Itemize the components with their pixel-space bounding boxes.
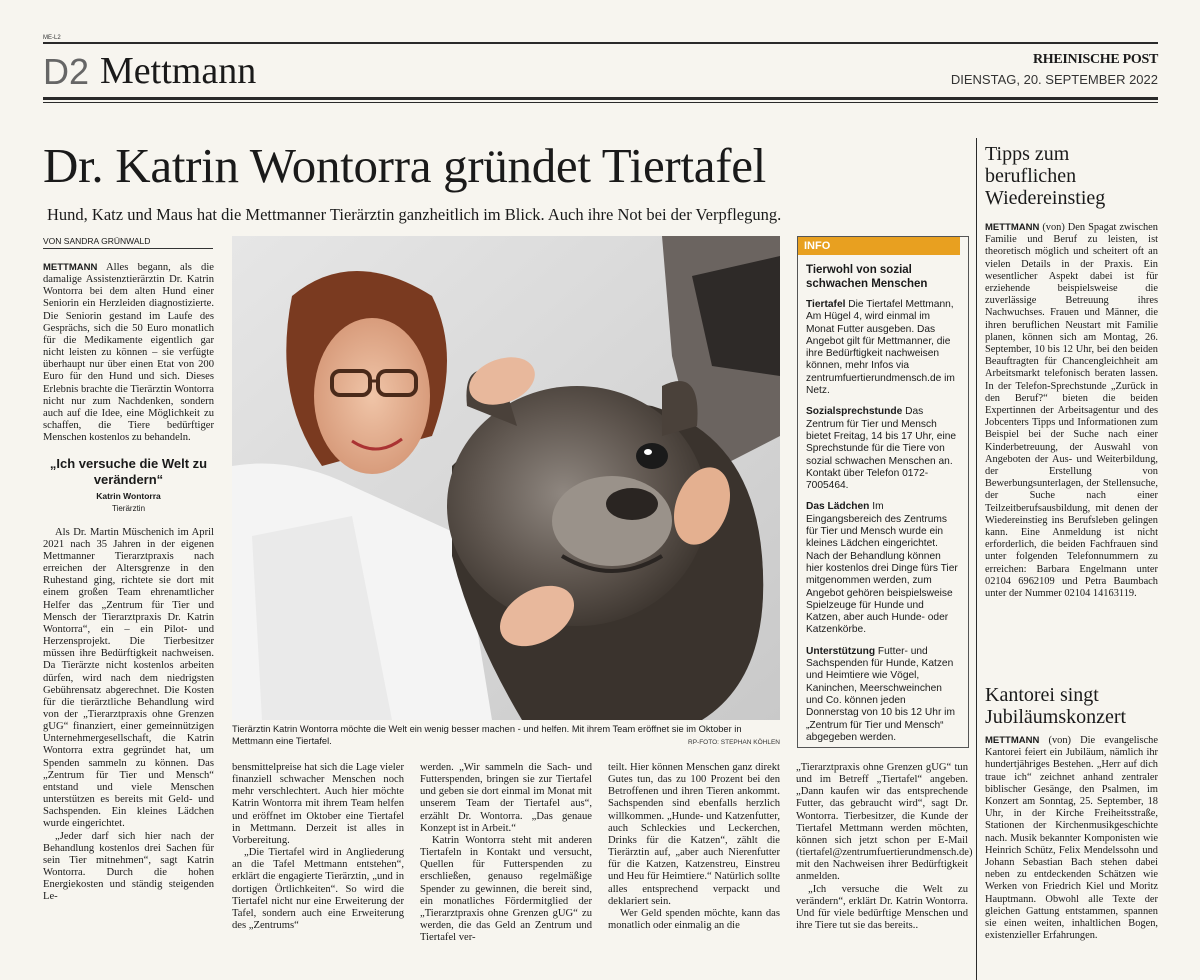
sidebar-story1-body: METTMANN (von) Den Spagat zwischen Familie und Beruf zu leisten, ist theoretisch möglich und scheitert oft an vielen Details in der Praxis. Ein wesentlicher Aspekt dabei ist für erziehende beispielsweise die zuverlässige Betreuung ihres Nachwuchses. Frauen und Männer, die ihren beruflichen Neustart mit Familie planen, können sich am Montag, 26. September, 10 bis 12 Uhr, bei den beiden Beauftragten für Chancengleichheit am Arbeitsmarkt telefonisch beraten lassen. In der Telefon-Sprechstunde „Zurück in den Beruf?“ bieten die beiden Expertinnen der Arbeitsagentur und des Jobcenters Tipps und Informationen zum Beispiel bei der Suche nach einer Kinderbetreuung, der Auswahl von Angeboten der Aus- und Weiterbildung, der Erstellung von Bewerbungsunterlagen, der Stellensuche, der Suche nach einer Teilzeitberufsausbildung, mit denen der Wiedereinstieg ins Berufsleben gelingen kann. Eine Anmeldung ist nicht erforderlich, die beiden Fachfrauen sind unter folgenden Telefonnummern zu erreichen: Barbara Engelmann unter 02104 6962109 und Petra Baumbach unter der Nummer 02104 14163119. (985, 222, 1158, 600)
issue-date: DIENSTAG, 20. SEPTEMBER 2022 (950, 72, 1158, 87)
info-item-tiertafel: Tiertafel Die Tiertafel Mettmann, Am Hügel 4, wird einmal im Monat Futter ausgeben. Das Angebot gilt für Mettmanner, die ihre Bedürftigkeit nachweisen können, mehr Infos via zentrumfuertierundmensch.de im Netz. (806, 299, 955, 397)
col1-paragraph-1: Alles begann, als die damalige Assistenztierärztin Dr. Katrin Wontorra bei dem alten Hund einer Seniorin ein Herzleiden diagnostizierte. Die Seniorin gestand im Laufe des Gesprächs, sich die 50 Euro monatlich für die Medikamente eigentlich gar nicht leisten zu können – sie verfügte überhaupt nur über einen Etat von 200 Euro für den Hund und sich. Dieses Erlebnis brachte die Tierärztin Wontorra nicht nur zum Nachdenken, sondern auch auf die Idee, eine Möglichkeit zu schaffen, die Tiere bedürftiger Menschen kostenlos zu behandeln. (43, 262, 214, 444)
info-title: Tierwohl von sozial schwachen Menschen (806, 264, 928, 290)
info-item-unterstuetzung: Unterstützung Futter- und Sachspenden für Hunde, Katzen und Heimtiere wie Vögel, Kaninchen, Meerschweinchen und Co. können jeden Donnerstag von 10 bis 12 Uhr im „Zentrum für Tier und Mensch“ abgegeben werden. (806, 645, 955, 743)
pullquote-author: Katrin Wontorra (96, 491, 161, 502)
byline: VON SANDRA GRÜNWALD (43, 236, 213, 249)
col5-paragraph-2: „Ich versuche die Welt zu verändern“, erklärt Dr. Katrin Wontorra. Und für viele bedürftige Menschen und ihre Tiere tut sie das bereits.. (796, 883, 968, 932)
info-item-sozialsprechstunde: Sozialsprechstunde Das Zentrum für Tier und Mensch bietet Freitag, 14 bis 17 Uhr, eine Sprechstunde für die Tiere von sozial schwachen Menschen an. Kontakt über Telefon 0172-7005464. (806, 406, 957, 492)
header-bottom-rule (43, 97, 1158, 100)
article-column-3 (420, 762, 592, 944)
pullquote-role: Tierärztin (111, 503, 146, 513)
col3-paragraph-2: Katrin Wontorra steht mit anderen Tiertafeln in Kontakt und versucht, Quellen für Futterspenden zu erschließen, genauso regelmäßige Spender zu gewinnen, die bereit sind, ein monatliches Fördermitglied der „Tierarztpraxis ohne Grenzen gUG“ zu werden, die das Geld an Zentrum und Tiertafel ver- (420, 834, 592, 944)
col4-paragraph-1: teilt. Hier können Menschen ganz direkt Gutes tun, das zu 100 Prozent bei den Betroffenen und ihren Tieren ankommt. Sachspenden sind ebenfalls herzlich willkommen. „Hunde- und Katzenfutter, auch Schleckies und Leckerchen, Drinks für die Katzen“, zählt die Tierärztin auf, „aber auch Nierenfutter für die Katzen, Katzenstreu, Einstreu und Heu für Heimtiere.“ Natürlich sollte alles entsprechend verpackt und deklariert sein. (608, 762, 780, 907)
photo-credit: RP-FOTO: STEPHAN KÖHLEN (688, 739, 780, 746)
sidebar-divider (976, 138, 977, 980)
col1-paragraph-2: Als Dr. Martin Müschenich im April 2021 nach 35 Jahren in der eigenen Mettmanner Tierarztpraxis nach erreichen der Altersgrenze in den Ruhestand ging, richtete sie dort mit einem großen Team ehrenamtlicher Helfer das „Zentrum für Tier und Mensch der Tierarztpraxis Dr. Katrin Wontorra“, ein – ein Pilot- und Herzensprojekt. Die Tierbesitzer müssen ihre Bedürftigkeit nachweisen. Da Tierärzte nicht kostenlos arbeiten dürfen, wird nach dem niedrigsten Gebührensatz abgerechnet. Die Kosten für die tierärztliche Behandlung wird von der „Tierarztpraxis ohne Grenzen gUG“ finanziert, einer gemeinnützigen Unternehmergesellschaft, die Katrin Wontorra extra gegründet hat, um Spenden sammeln zu können. Das „Zentrum für Tier und Mensch“ entstand und viele Menschen unterstützen es bereits mit Geld- und Sachspenden. Ein kleines Lädchen wurde eingerichtet. (43, 526, 214, 830)
info-item-laedchen: Das Lädchen Im Eingangsbereich des Zentrums für Tier und Mensch wurde ein kleines Lädchen eingerichtet. Nach der Behandlung können hier kostenlos drei Dinge fürs Tier mitgenommen werden, zum Angebot gehören beispielsweise Spielzeuge für Hunde und Katzen, aber auch Hunde- oder Katzenkörbe. (806, 501, 958, 636)
sidebar-story2-title: Kantorei singt Jubiläumskonzert (985, 684, 1127, 728)
col1-paragraph-3: „Jeder darf sich hier nach der Behandlung kostenlos drei Sachen für sein Tier mitnehmen“, sagt Katrin Wontorra. Durch die hohen Energiekosten und ständig steigenden Le- (43, 830, 214, 903)
col2-paragraph-1: bensmittelpreise hat sich die Lage vieler finanziell schwacher Menschen noch mehr verschlechtert. Auch hier möchte Katrin Wontorra mit ihrem Team helfen und eröffnet im Oktober eine Tiertafel in Mettmann. Derzeit ist alles in Vorbereitung. (232, 762, 404, 846)
subheadline: Hund, Katz und Maus hat die Mettmanner Tierärztin ganzheitlich im Blick. Auch ihre Not bei der Verpflegung. (47, 205, 782, 224)
article-column-2 (232, 762, 404, 932)
sidebar-story2-body: METTMANN (von) Die evangelische Kantorei feiert ein Jubiläum, nämlich ihr hundertjähriges Bestehen. „Herr auf dich traue ich“ zeichnet anhand zentraler biblischer Gesänge, den Psalmen, im Konzert am Sonntag, 25. September, 18 Uhr, in der Kirche Freiheitsstraße, Stationen der Kirchenmusikgeschichte nach. Musik bekannter Komponisten wie Heinrich Schütz, Felix Mendelssohn und Johann Sebastian Bach stehen dabei neben zu entdeckenden Schätzen wie Werken von Friedrich Kiel und Moritz Hauptmann. Obwohl alle Texte der gleichen Gattung entstammen, spannen sie einen weiten, inhaltlichen Bogen, existenzieller Erfahrungen. (985, 735, 1158, 942)
section-number: D2 (43, 51, 90, 92)
article-column-4 (608, 762, 780, 932)
header-top-rule (43, 42, 1158, 44)
col3-paragraph-1: werden. „Wir sammeln die Sach- und Futterspenden, bringen sie zur Tiertafel und geben sie dort einmal im Monat mit unserem Team der Tiertafel aus“, erzählt Dr. Wontorra. „Das genaue Konzept ist in Arbeit.“ (420, 762, 592, 834)
dateline: METTMANN (43, 262, 98, 273)
col5-paragraph-1: „Tierarztpraxis ohne Grenzen gUG“ tun und im Betreff „Tiertafel“ angeben. „Dann kaufen wir das entsprechende Futter, das gebraucht wird“, sagt Dr. Wontorra. Tierbesitzer, die Kunde der Tiertafel Mettmann werden möchten, können sich jetzt schon per E-Mail (tiertafel@zentrumfuertierundmensch.de) mit den Nachweisen ihrer Bedürftigkeit anmelden. (796, 762, 973, 883)
pullquote: „Ich versuche die Welt zu verändern“ (49, 456, 208, 488)
header-bottom-rule-thin (43, 102, 1158, 103)
page-code: ME-L2 (43, 35, 61, 41)
sidebar-story1-title: Tipps zum beruflichen Wiedereinstieg (985, 143, 1106, 209)
pullquote-block (43, 456, 214, 514)
photo-vet-with-dog (232, 236, 780, 720)
info-body (798, 299, 968, 744)
col4-paragraph-2: Wer Geld spenden möchte, kann das monatlich oder einmalig an die (608, 907, 780, 932)
headline: Dr. Katrin Wontorra gründet Tiertafel (43, 138, 766, 193)
article-column-5 (796, 762, 973, 932)
section-name: Mettmann (100, 50, 257, 92)
article-column-1 (43, 262, 214, 904)
photo-caption: Tierärztin Katrin Wontorra möchte die Welt ein wenig besser machen - und helfen. Mit ihrem Team eröffnet sie im Oktober in Mettmann eine Tiertafel. (232, 724, 742, 746)
info-box (797, 236, 969, 748)
info-tag: INFO (798, 237, 960, 255)
article-photo (232, 236, 780, 720)
newspaper-logo: RHEINISCHE POST (1032, 52, 1158, 67)
col2-paragraph-2: „Die Tiertafel wird in Angliederung an die Tafel Mettmann entstehen“, erklärt die engagierte Tierärztin, „und in dortigen Örtlichkeiten“. So wird die Tiertafel nicht nur eine Erweiterung der Tafel, sondern auch eine Erweiterung des „Zentrums“ (232, 847, 404, 932)
